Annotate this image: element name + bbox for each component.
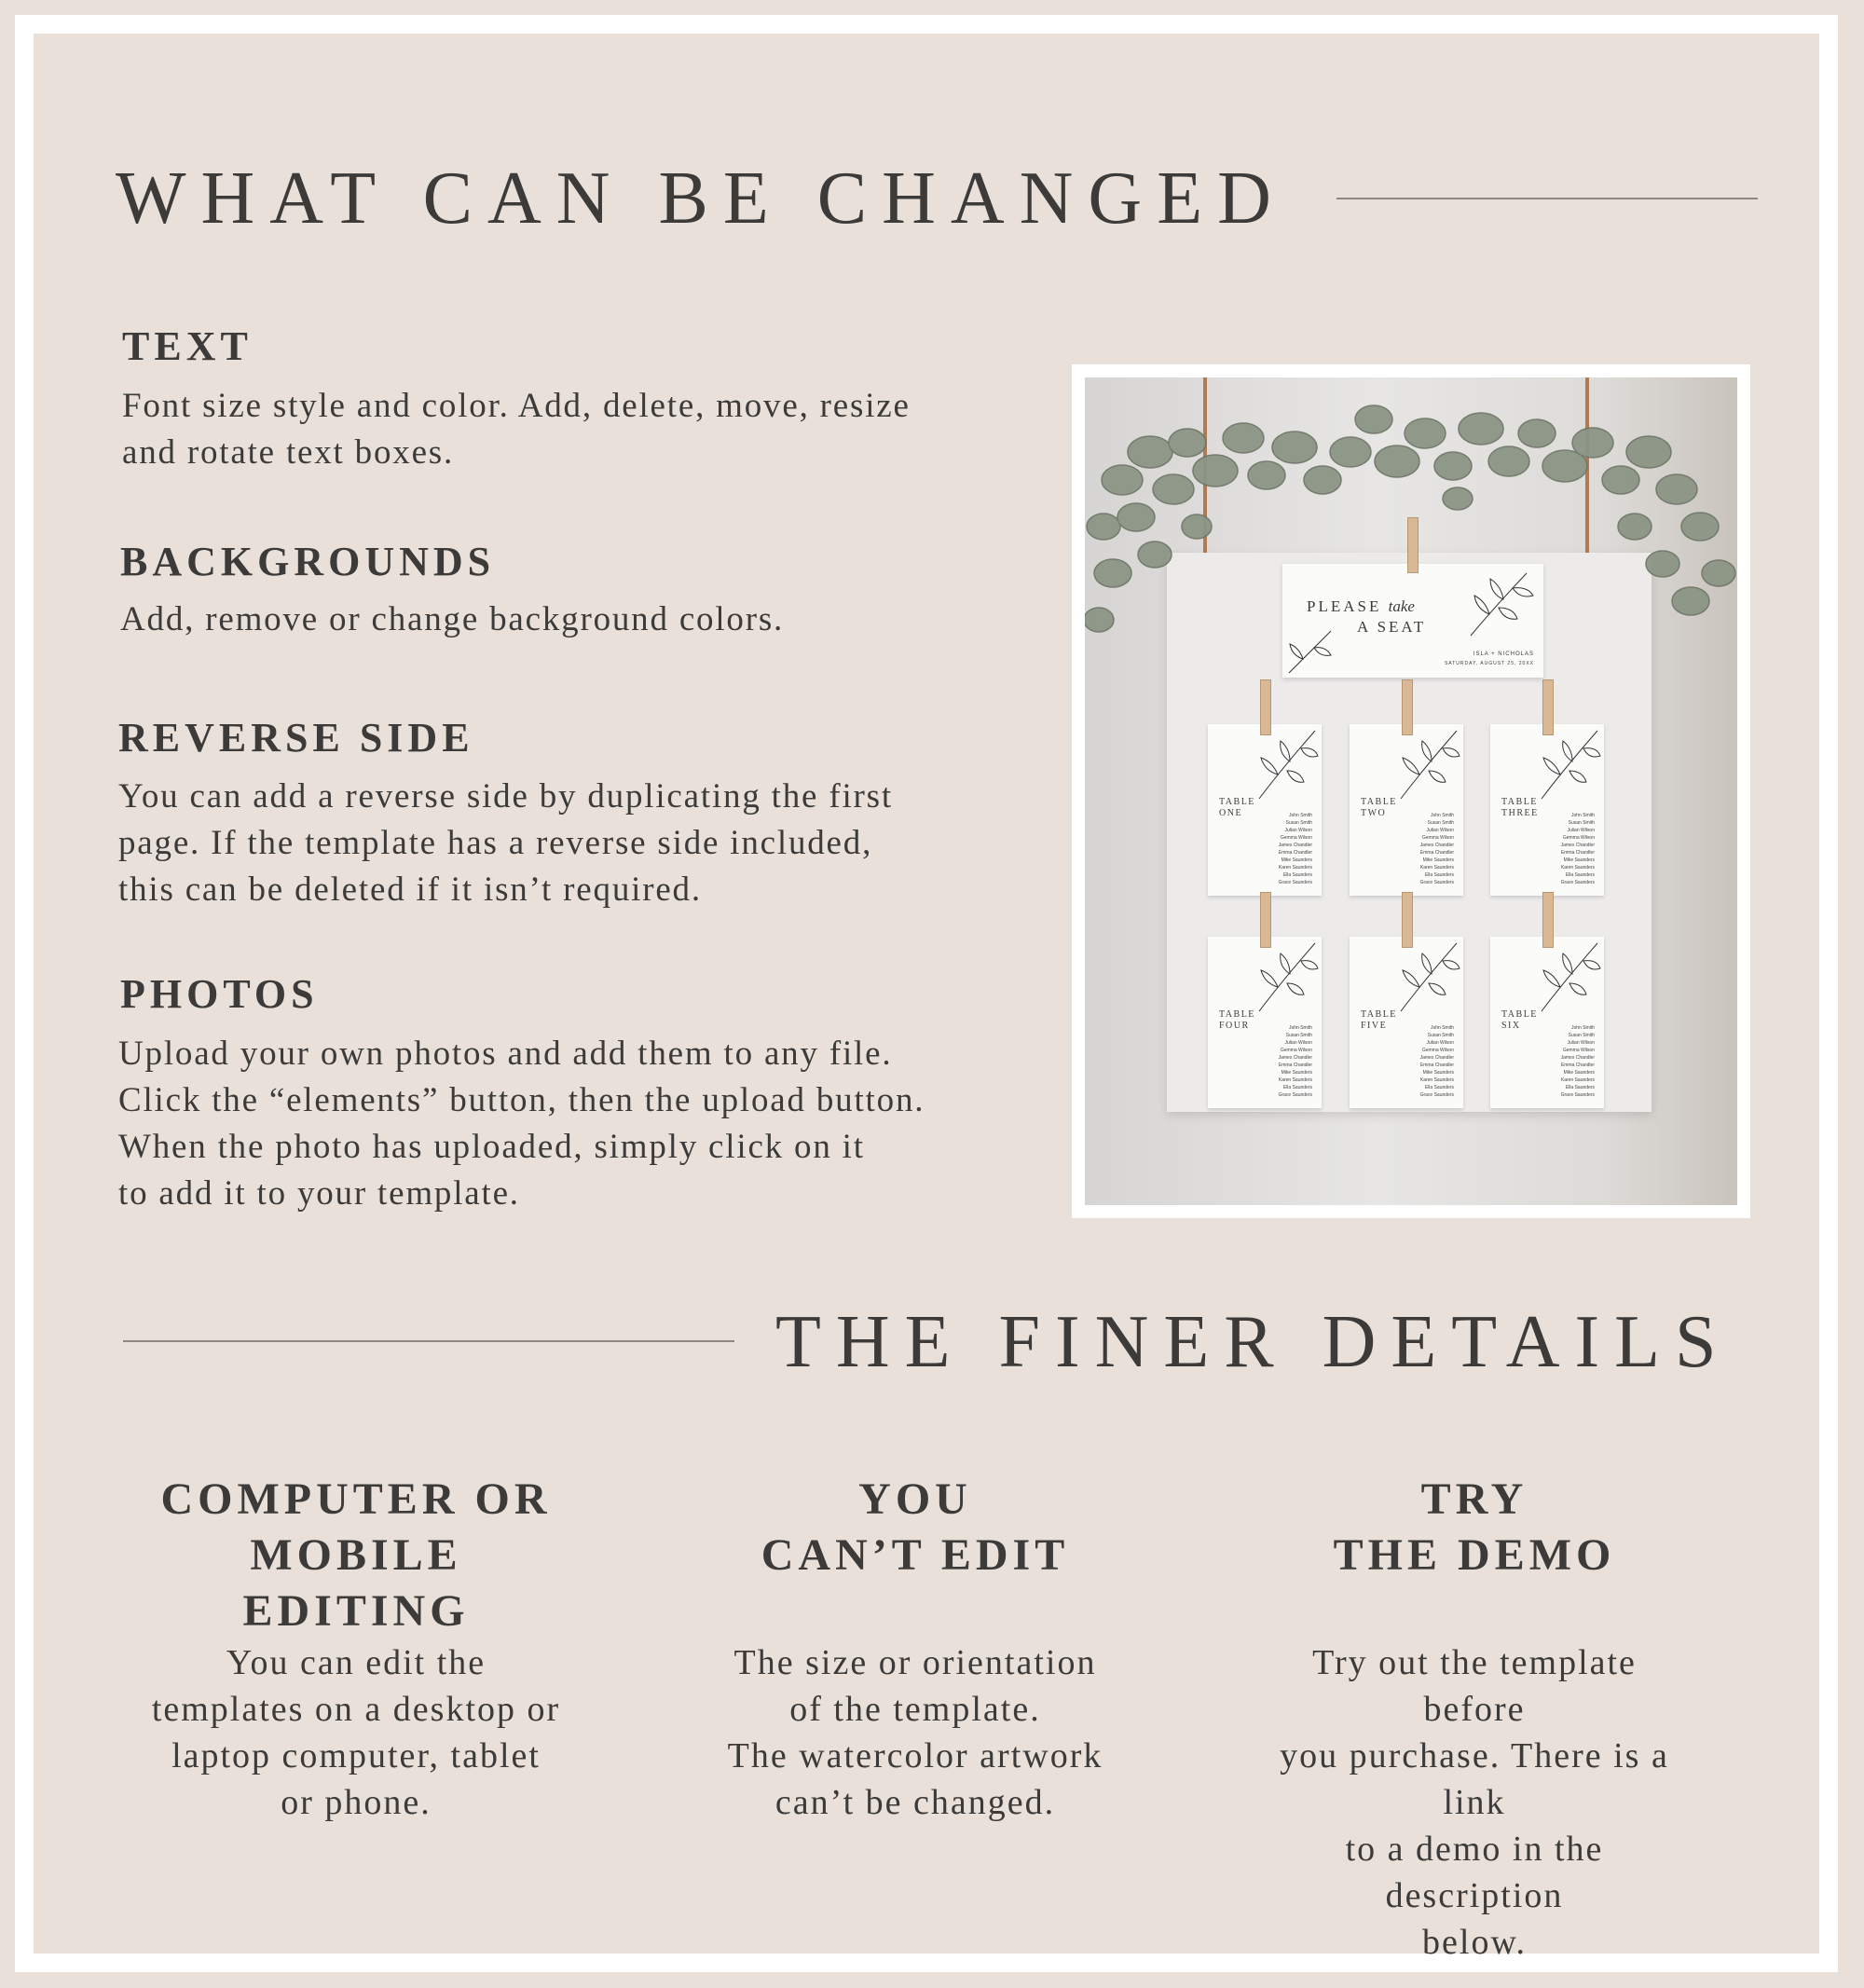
section-title-backgrounds: BACKGROUNDS	[120, 539, 496, 584]
guest-name: Grace Saunders	[1419, 880, 1454, 885]
sign-date: SATURDAY, AUGUST 25, 20XX	[1444, 661, 1534, 666]
guest-name: Emma Chandler	[1278, 850, 1312, 856]
section-body-text: Font size style and color. Add, delete, move, resize and rotate text boxes.	[122, 387, 911, 472]
leaf-sprig-icon	[1537, 939, 1602, 1013]
detail-body-cant-edit: The size or orientation of the template. The watercolor artwork can’t be changed.	[727, 1643, 1103, 1822]
table-card-label: TABLE THREE	[1501, 797, 1539, 818]
guest-list	[1256, 812, 1312, 886]
guest-name: Karen Saunders	[1419, 865, 1454, 871]
guest-name: Susan Smith	[1568, 1033, 1595, 1038]
guest-name: Mike Saunders	[1281, 1070, 1312, 1076]
guest-name: Mike Saunders	[1422, 857, 1454, 863]
guest-name: Gemma Wilson	[1562, 1048, 1595, 1053]
sign-line2: A SEAT	[1357, 618, 1427, 636]
guest-name: James Chandler	[1419, 1055, 1454, 1061]
table-card-label: TABLE SIX	[1501, 1009, 1538, 1031]
table-card-label: TABLE TWO	[1361, 797, 1397, 818]
guest-name: Grace Saunders	[1419, 1092, 1454, 1098]
guest-name: Mike Saunders	[1563, 1070, 1595, 1076]
guest-name: Emma Chandler	[1278, 1063, 1312, 1068]
guest-name: Susan Smith	[1285, 1033, 1312, 1038]
guest-name: Gemma Wilson	[1280, 835, 1312, 841]
guest-name: John Smith	[1570, 813, 1595, 818]
detail-column-editing	[151, 1472, 561, 1822]
sign-names: ISLA + NICHOLAS	[1473, 651, 1534, 657]
guest-name: Julian Wilson	[1567, 828, 1595, 833]
guest-name: Karen Saunders	[1419, 1077, 1454, 1083]
guest-name: Ella Saunders	[1424, 1085, 1454, 1090]
guest-list	[1256, 1024, 1312, 1099]
table-card-label: TABLE FIVE	[1361, 1009, 1397, 1031]
guest-name: Julian Wilson	[1426, 828, 1454, 833]
guest-name: Grace Saunders	[1560, 880, 1595, 885]
guest-list	[1539, 812, 1595, 886]
guest-name: Gemma Wilson	[1562, 835, 1595, 841]
guest-name: James Chandler	[1278, 1055, 1312, 1061]
section-title-text: TEXT	[122, 323, 253, 369]
guest-name: Susan Smith	[1285, 820, 1312, 826]
table-card-label: TABLE FOUR	[1219, 1009, 1255, 1031]
guest-name: Mike Saunders	[1563, 857, 1595, 863]
guest-name: John Smith	[1430, 813, 1454, 818]
heading-the-finer-details: THE FINER DETAILS	[775, 1301, 1732, 1383]
section-body-photos: Upload your own photos and add them to any file. Click the “elements” button, then the upload button. When the photo has uploaded, simply click on it to add it to your template.	[118, 1035, 925, 1213]
leaf-sprig-icon	[1396, 726, 1461, 801]
guest-name: Karen Saunders	[1560, 865, 1595, 871]
guest-name: Karen Saunders	[1278, 865, 1312, 871]
guest-name: Emma Chandler	[1560, 850, 1595, 856]
guest-name: Ella Saunders	[1424, 872, 1454, 878]
guest-name: James Chandler	[1419, 843, 1454, 848]
detail-column-demo	[1269, 1472, 1679, 1962]
guest-name: Gemma Wilson	[1421, 1048, 1454, 1053]
guest-name: Emma Chandler	[1419, 1063, 1454, 1068]
guest-name: Susan Smith	[1427, 1033, 1454, 1038]
guest-name: James Chandler	[1560, 843, 1595, 848]
guest-name: Julian Wilson	[1426, 1040, 1454, 1046]
section-title-photos: PHOTOS	[120, 971, 319, 1017]
detail-title-cant-edit: YOU CAN’T EDIT	[761, 1474, 1070, 1580]
leaf-sprig-icon	[1254, 726, 1320, 801]
leaf-sprig-icon	[1461, 566, 1536, 640]
leaf-sprig-icon	[1537, 726, 1602, 801]
guest-name: Karen Saunders	[1278, 1077, 1312, 1083]
guest-name: Gemma Wilson	[1421, 835, 1454, 841]
guest-name: John Smith	[1570, 1025, 1595, 1031]
guest-name: Ella Saunders	[1565, 1085, 1595, 1090]
guest-name: Karen Saunders	[1560, 1077, 1595, 1083]
sign-script: take	[1388, 597, 1415, 615]
section-title-reverse-side: REVERSE SIDE	[118, 715, 474, 761]
guest-name: Mike Saunders	[1422, 1070, 1454, 1076]
guest-name: Susan Smith	[1427, 820, 1454, 826]
guest-name: Gemma Wilson	[1280, 1048, 1312, 1053]
sign-line1: PLEASE	[1307, 597, 1382, 615]
section-body-reverse-side: You can add a reverse side by duplicating the first page. If the template has a reverse side included, this can be deleted if it isn’t required.	[118, 777, 893, 909]
leaf-sprig-icon	[1396, 939, 1461, 1013]
guest-name: Grace Saunders	[1560, 1092, 1595, 1098]
detail-body-editing: You can edit the templates on a desktop or laptop computer, tablet or phone.	[151, 1643, 561, 1822]
detail-body-demo: Try out the template before you purchase. There is a link to a demo in the description below.	[1280, 1643, 1669, 1962]
heading-rule-left	[123, 1340, 734, 1342]
detail-title-editing: COMPUTER OR MOBILE EDITING	[160, 1474, 552, 1636]
leaf-sprig-small-icon	[1284, 622, 1340, 678]
guest-name: Emma Chandler	[1419, 850, 1454, 856]
clothespin-sign	[1407, 517, 1419, 573]
guest-name: John Smith	[1430, 1025, 1454, 1031]
guest-name: Julian Wilson	[1284, 828, 1312, 833]
guest-name: Julian Wilson	[1284, 1040, 1312, 1046]
guest-name: Grace Saunders	[1278, 880, 1312, 885]
guest-name: Mike Saunders	[1281, 857, 1312, 863]
guest-list	[1398, 1024, 1454, 1099]
section-body-backgrounds: Add, remove or change background colors.	[120, 600, 785, 638]
guest-name: James Chandler	[1560, 1055, 1595, 1061]
table-card-label: TABLE ONE	[1219, 797, 1255, 818]
guest-name: Julian Wilson	[1567, 1040, 1595, 1046]
product-photo	[1085, 377, 1737, 1205]
detail-column-cant-edit	[710, 1472, 1120, 1822]
heading-rule-right	[1336, 198, 1758, 199]
guest-name: James Chandler	[1278, 843, 1312, 848]
guest-name: Emma Chandler	[1560, 1063, 1595, 1068]
guest-list	[1398, 812, 1454, 886]
please-take-a-seat-sign	[1282, 564, 1543, 678]
heading-what-can-be-changed: WHAT CAN BE CHANGED	[116, 158, 1286, 240]
detail-title-demo: TRY THE DEMO	[1333, 1474, 1616, 1580]
guest-name: John Smith	[1288, 813, 1312, 818]
guest-list	[1539, 1024, 1595, 1099]
guest-name: Grace Saunders	[1278, 1092, 1312, 1098]
guest-name: John Smith	[1288, 1025, 1312, 1031]
guest-name: Ella Saunders	[1282, 872, 1312, 878]
guest-name: Ella Saunders	[1282, 1085, 1312, 1090]
product-photo-frame	[1072, 364, 1750, 1218]
leaf-sprig-icon	[1254, 939, 1320, 1013]
guest-name: Ella Saunders	[1565, 872, 1595, 878]
guest-name: Susan Smith	[1568, 820, 1595, 826]
